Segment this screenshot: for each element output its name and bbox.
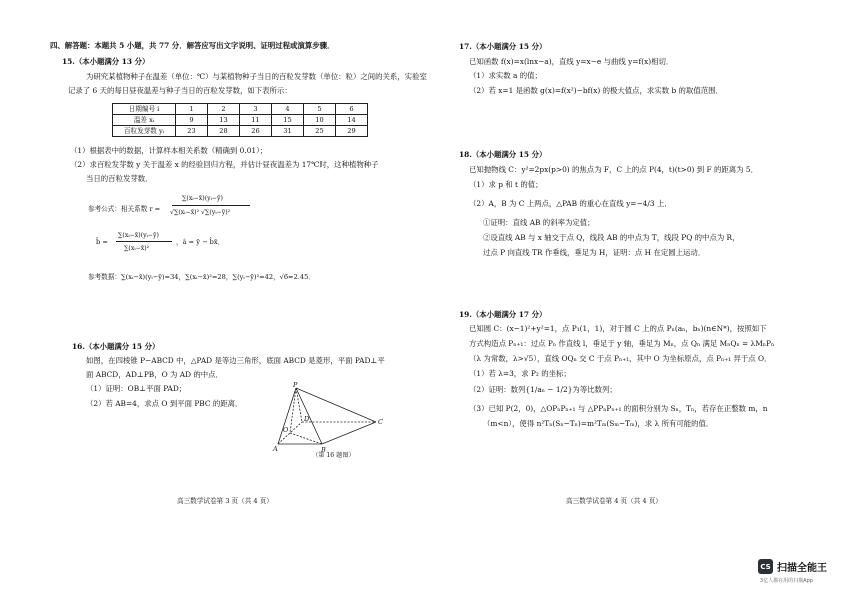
- table-cell: 26: [240, 126, 272, 137]
- table-cell: 日期编号 i: [113, 104, 176, 115]
- q15-data-table: [112, 103, 368, 137]
- q16-line2: 面 ABCD，AD⊥PB，O 为 AD 的中点．: [86, 370, 223, 379]
- q15-part2: （2）求百粒发芽数 y 关于温差 x 的经验回归方程，并估计昼夜温差为 17℃时，这种植物种子: [70, 160, 379, 169]
- table-row: [113, 126, 368, 137]
- camscanner-logo-icon: CS: [758, 559, 773, 574]
- table-cell: 1: [176, 104, 208, 115]
- q16-title: 16.（本小题满分 15 分）: [72, 342, 160, 351]
- q18-line1: 已知抛物线 C：y²=2px(p>0) 的焦点为 F，C 上的点 P(4，t)(t>0) 到 F 的距离为 5．: [469, 165, 758, 174]
- watermark-tagline: 3亿人都在用的扫描App: [760, 578, 813, 584]
- q18-sub3: 过点 P 向直线 TR 作垂线，垂足为 H，证明：点 H 在定圆上运动．: [483, 248, 706, 257]
- q18-part2: （2）A，B 为 C 上两点，△PAB 的重心在直线 y=−4/3 上．: [469, 199, 672, 208]
- formula-a: ，â = ȳ − b̂x̄．: [176, 238, 225, 246]
- left-page-footer: 高三数学试卷第 3 页（共 4 页）: [177, 497, 273, 505]
- table-cell: 14: [336, 115, 368, 126]
- q19-part2: （2）证明：数列{1/aₙ − 1/2}为等比数列；: [469, 385, 617, 394]
- q17-line1: 已知函数 f(x)=x(lnx−a)，直线 y=x−e 与曲线 y=f(x)相切．: [469, 57, 674, 66]
- label-P: P: [293, 382, 298, 389]
- table-cell: 15: [272, 115, 304, 126]
- q15-title: 15.（本小题满分 13 分）: [62, 57, 150, 66]
- label-O: O: [283, 426, 289, 434]
- q17-part2: （2）若 x=1 是函数 g(x)=f(x²)−bf(x) 的极大值点，求实数 b 的取值范围．: [469, 86, 723, 95]
- q19-part3a: （3）已知 P(2，0)，△OPₙPₙ₊₁ 与 △PPₙPₙ₊₁ 的面积分别为 Sₙ，Tₙ，若存在正整数 m，n: [469, 404, 768, 413]
- q15-reference-data: 参考数据：∑(xᵢ−x̄)(yᵢ−ȳ)=34，∑(xᵢ−x̄)²=28，∑(yᵢ−ȳ)²=42，√6≈2.45．: [88, 273, 315, 281]
- label-B: B: [321, 446, 326, 454]
- q18-title: 18.（本小题满分 15 分）: [459, 150, 547, 159]
- label-A: A: [273, 445, 278, 453]
- table-cell: 11: [240, 115, 272, 126]
- q19-line3: （λ 为常数，λ>√5），直线 OQₙ 交 C 于点 Pₙ₊₁，其中 O 为坐标原点，点 Pₙ₊₁ 异于点 O．: [469, 354, 772, 363]
- edge-BC: [322, 422, 376, 444]
- edge-OB: [290, 433, 322, 444]
- table-cell: 温差 xᵢ: [113, 115, 176, 126]
- table-row: [113, 115, 368, 126]
- edge-PD: [296, 388, 302, 422]
- q18-sub2: ②设直线 AB 与 x 轴交于点 Q，线段 AB 的中点为 T，线段 PQ 的中点为 R，: [483, 233, 740, 242]
- q18-part1: （1）求 p 和 t 的值；: [469, 180, 543, 189]
- edge-PO: [290, 388, 296, 433]
- fraction-bar: [116, 241, 172, 242]
- table-cell: 23: [176, 126, 208, 137]
- formula-b-numerator: ∑(xᵢ−x̄)(yᵢ−ȳ): [118, 232, 159, 239]
- q16-part1: （1）证明：OB⊥平面 PAD；: [86, 384, 187, 393]
- table-cell: 29: [336, 126, 368, 137]
- table-cell: 3: [240, 104, 272, 115]
- table-cell: 百粒发芽数 yᵢ: [113, 126, 176, 137]
- formula-r-label: 参考公式：相关系数 r =: [88, 205, 161, 213]
- q15-line1: 为研究某植物种子在温差（单位：℃）与某植物种子当日的百粒发芽数（单位：粒）之间的关系，实验室: [86, 72, 427, 81]
- label-C: C: [378, 418, 383, 426]
- q19-title: 19.（本小题满分 17 分）: [459, 310, 547, 319]
- table-cell: 25: [304, 126, 336, 137]
- watermark-name: 扫描全能王: [777, 563, 827, 574]
- formula-r-denominator: √∑(xᵢ−x̄)² √∑(yᵢ−ȳ)²: [170, 209, 231, 216]
- table-cell: 9: [176, 115, 208, 126]
- table-cell: 2: [208, 104, 240, 115]
- q17-title: 17.（本小题满分 15 分）: [459, 42, 547, 51]
- table-row: [113, 104, 368, 115]
- table-cell: 10: [304, 115, 336, 126]
- table-cell: 13: [208, 115, 240, 126]
- table-cell: 6: [336, 104, 368, 115]
- q19-line1: 已知圆 C：(x−1)²+y²=1，点 P₁(1，1)，对于圆 C 上的点 Pₙ(aₙ，bₙ)(n∈N*)，按照如下: [469, 324, 767, 333]
- formula-b-denominator: ∑(xᵢ−x̄)²: [124, 245, 150, 252]
- fraction-bar: [172, 205, 250, 206]
- q19-part1: （1）若 λ=3，求 P₂ 的坐标；: [469, 369, 571, 378]
- section-header: 四、解答题：本题共 5 小题，共 77 分．解答应写出文字说明、证明过程或演算步骤．: [50, 41, 335, 50]
- formula-b-lhs: b̂ =: [96, 238, 108, 246]
- formula-r-numerator: ∑(xᵢ−x̄)(yᵢ−ȳ): [182, 195, 223, 202]
- scanner-watermark: [758, 559, 827, 574]
- table-cell: 4: [272, 104, 304, 115]
- q15-line2: 记录了 6 天的每日昼夜温差与种子当日的百粒发芽数，如下表所示：: [68, 86, 292, 95]
- q15-part2-cont: 当日的百粒发芽数．: [86, 174, 153, 183]
- q19-part3b: （m<n），使得 n²Tₙ(Sₙ−Tₙ)=m²Tₘ(Sₘ−Tₘ)，求 λ 所有可能的值．: [483, 419, 714, 428]
- q18-sub1: ①证明：直线 AB 的斜率为定值；: [483, 218, 595, 227]
- q17-part1: （1）求实数 a 的值；: [469, 71, 542, 80]
- right-page-footer: 高三数学试卷第 4 页（共 4 页）: [566, 497, 662, 505]
- table-cell: 5: [304, 104, 336, 115]
- label-D: D: [304, 415, 310, 423]
- pyramid-diagram: [270, 382, 400, 462]
- q16-part2: （2）若 AB=4，求点 O 到平面 PBC 的距离．: [86, 399, 243, 408]
- table-cell: 31: [272, 126, 304, 137]
- q19-line2: 方式构造点 Pₙ₊₁：过点 Pₙ 作直线 l，垂足于 y 轴，垂足为 Mₙ，点 Qₙ 满足 MₙQₙ = λMₙPₙ: [469, 339, 775, 348]
- table-cell: 28: [208, 126, 240, 137]
- q16-line1: 如图，在四棱锥 P−ABCD 中，△PAD 是等边三角形，底面 ABCD 是菱形，平面 PAD⊥平: [86, 356, 385, 365]
- q15-part1: （1）根据表中的数据，计算样本相关系数（精确到 0.01）；: [70, 146, 268, 155]
- figure-caption: （第 16 题图）: [312, 452, 355, 459]
